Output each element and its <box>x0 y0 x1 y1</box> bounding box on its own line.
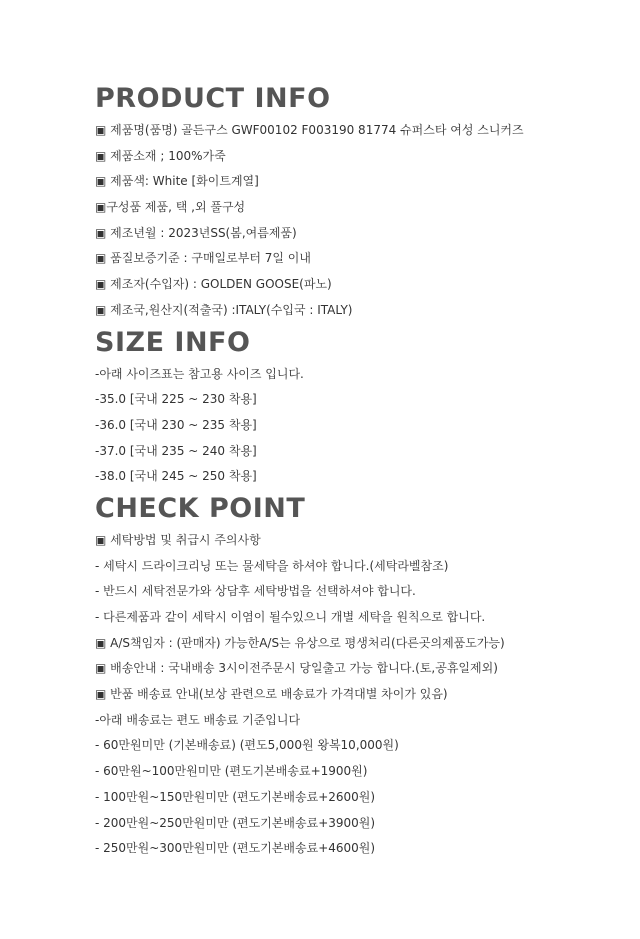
size-row: -37.0 [국내 235 ~ 240 착용] <box>95 443 257 458</box>
product-name-line: ▣ 제품명(품명) 골든구스 GWF00102 F003190 81774 슈퍼스타 여성 스니커즈 <box>95 123 524 137</box>
shipping-fee-row: - 250만원~300만원미만 (편도기본배송료+4600원) <box>95 841 376 856</box>
washing-note-line: - 다른제품과 같이 세탁시 이염이 될수있으니 개별 세탁을 원칙으로 합니다. <box>95 610 486 624</box>
check-point-section <box>95 490 625 862</box>
product-color-line: ▣ 제품색: White [화이트계열] <box>95 174 259 189</box>
washing-note-line: - 반드시 세탁전문가와 상담후 세탁방법을 선택하셔야 합니다. <box>95 584 416 599</box>
as-service-line: ▣ A/S책임자 : (판매자) 가능한A/S는 유상으로 평생처리(다른곳의제품도가능) <box>95 635 505 650</box>
size-info-section <box>95 324 625 490</box>
size-info-title: SIZE INFO <box>95 326 251 358</box>
size-row: -38.0 [국내 245 ~ 250 착용] <box>95 469 257 484</box>
product-info-title: PRODUCT INFO <box>95 83 331 114</box>
shipping-fee-row: - 60만원~100만원미만 (편도기본배송료+1900원) <box>95 764 368 779</box>
shipping-fee-row: - 60만원미만 (기본배송료) (편도5,000원 왕복10,000원) <box>95 738 399 753</box>
warranty-line: ▣ 품질보증기준 : 구매일로부터 7일 이내 <box>95 251 311 266</box>
check-point-title: CHECK POINT <box>95 492 306 524</box>
size-row: -35.0 [국내 225 ~ 230 착용] <box>95 392 257 407</box>
product-material-line: ▣ 제품소재 ; 100%가죽 <box>95 148 226 163</box>
manufacture-date-line: ▣ 제조년월 : 2023년SS(봄,여름제품) <box>95 225 297 240</box>
washing-caution-heading: ▣ 세탁방법 및 취급시 주의사항 <box>95 532 261 547</box>
shipping-fee-row: - 200만원~250만원미만 (편도기본배송료+3900원) <box>95 815 376 830</box>
origin-line: ▣ 제조국,원산지(적출국) :ITALY(수입국 : ITALY) <box>95 302 353 317</box>
shipping-fee-row: - 100만원~150만원미만 (편도기본배송료+2600원) <box>95 789 376 804</box>
manufacturer-line: ▣ 제조자(수입자) : GOLDEN GOOSE(파노) <box>95 277 332 292</box>
shipping-info-line: ▣ 배송안내 : 국내배송 3시이전주문시 당일출고 가능 합니다.(토,공휴일제외) <box>95 661 498 676</box>
size-row: -36.0 [국내 230 ~ 235 착용] <box>95 417 257 432</box>
shipping-fee-note: -아래 배송료는 편도 배송료 기준입니다 <box>95 712 301 727</box>
size-note-line: -아래 사이즈표는 참고용 사이즈 입니다. <box>95 366 304 381</box>
washing-note-line: - 세탁시 드라이크리닝 또는 물세탁을 하셔야 합니다.(세탁라벨참조) <box>95 558 449 573</box>
product-components-line: ▣구성품 제품, 택 ,외 풀구성 <box>95 200 246 215</box>
return-shipping-heading: ▣ 반품 배송료 안내(보상 관련으로 배송료가 가격대별 차이가 있음) <box>95 687 448 702</box>
product-info-section <box>95 80 625 324</box>
product-detail-page <box>95 80 625 862</box>
